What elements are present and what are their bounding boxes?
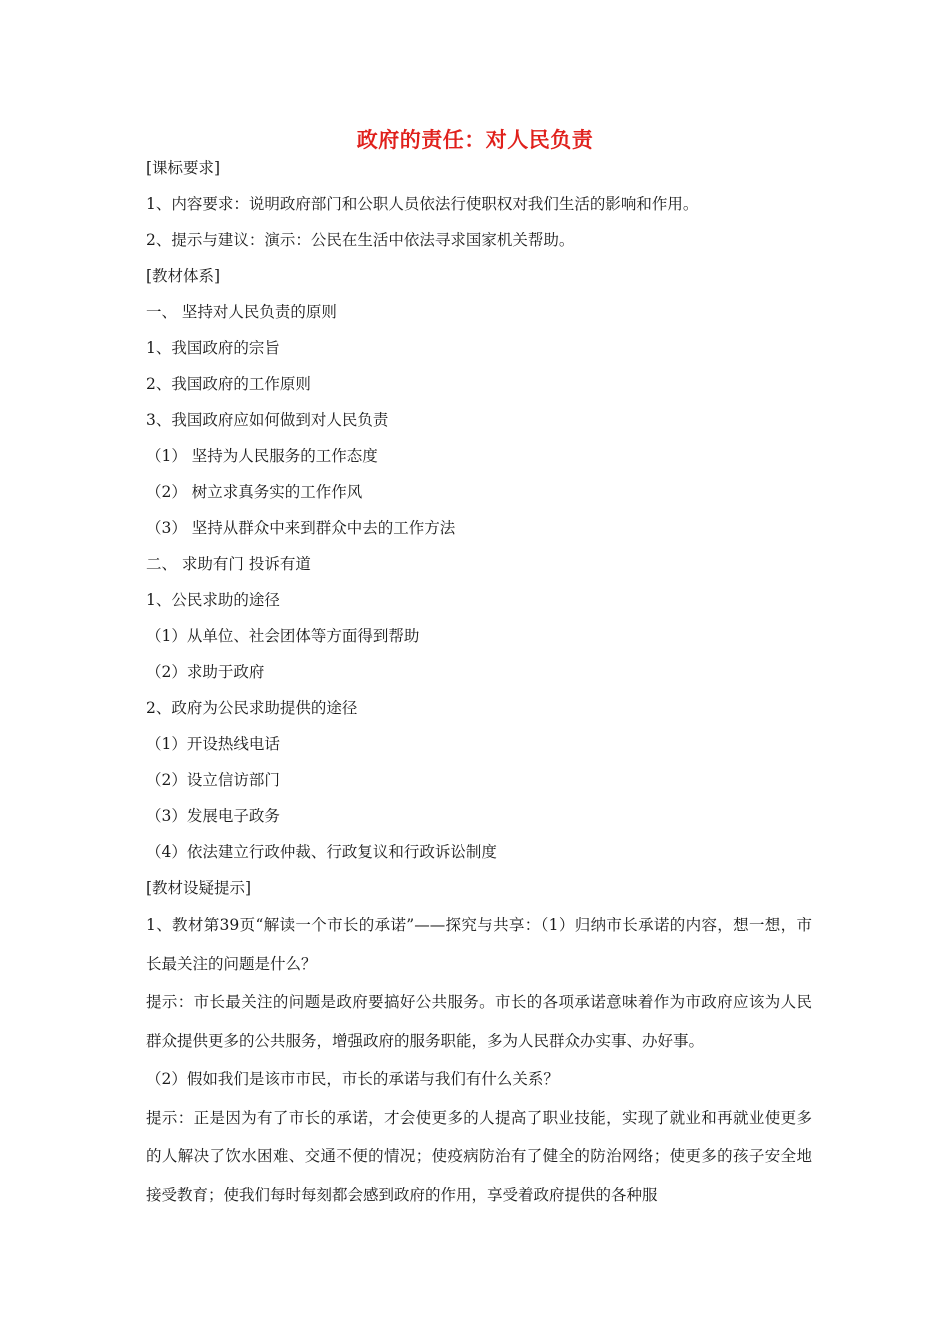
hint-paragraph: 提示：正是因为有了市长的承诺，才会使更多的人提高了职业技能，实现了就业和再就业使更多的人解决了饮水困难、交通不便的情况；使疫病防治有了健全的防治网络；使更多的孩子安全地接受教育；使我们每时每刻都会感到政府的作用，享受着政府提供的各种服 <box>146 1108 812 1204</box>
text-line: 1、我国政府的宗旨 <box>146 339 280 357</box>
text-line: 2、政府为公民求助提供的途径 <box>146 699 358 717</box>
text-line: 2、提示与建议：演示：公民在生活中依法寻求国家机关帮助。 <box>146 231 575 249</box>
text-line: （1）从单位、社会团体等方面得到帮助 <box>146 627 420 645</box>
text-line: 2、我国政府的工作原则 <box>146 375 311 393</box>
text-line: （3） 坚持从群众中来到群众中去的工作方法 <box>146 519 456 537</box>
hint-paragraph: 提示：市长最关注的问题是政府要搞好公共服务。市长的各项承诺意味着作为市政府应该为人民群众提供更多的公共服务，增强政府的服务职能，多为人民群众办实事、办好事。 <box>146 993 812 1050</box>
text-line: 一、 坚持对人民负责的原则 <box>146 303 337 321</box>
document-title: 政府的责任：对人民负责 <box>356 128 594 152</box>
text-line: （1） 坚持为人民服务的工作态度 <box>146 447 378 465</box>
text-line: （4）依法建立行政仲裁、行政复议和行政诉讼制度 <box>146 843 497 861</box>
text-line: （3）发展电子政务 <box>146 807 280 825</box>
question-paragraph: 1、教材第39页“解读一个市长的承诺”——探究与共享：（1）归纳市长承诺的内容，想一想，市长最关注的问题是什么？ <box>146 916 812 973</box>
section-heading-curriculum: [课标要求] <box>146 159 221 177</box>
text-line: 3、我国政府应如何做到对人民负责 <box>146 411 389 429</box>
text-line: 二、 求助有门 投诉有道 <box>146 555 311 573</box>
text-line: （2）求助于政府 <box>146 663 265 681</box>
document-body <box>146 150 812 1214</box>
text-line: （1）开设热线电话 <box>146 735 280 753</box>
text-line: （2） 树立求真务实的工作作风 <box>146 483 363 501</box>
section-heading-textbook-system: [教材体系] <box>146 267 221 285</box>
text-line: 1、内容要求：说明政府部门和公职人员依法行使职权对我们生活的影响和作用。 <box>146 195 699 213</box>
text-line: 1、公民求助的途径 <box>146 591 280 609</box>
section-heading-textbook-questions: [教材设疑提示] <box>146 879 252 897</box>
text-line: （2）设立信访部门 <box>146 771 280 789</box>
question-paragraph: （2）假如我们是该市市民，市长的承诺与我们有什么关系？ <box>146 1070 559 1088</box>
